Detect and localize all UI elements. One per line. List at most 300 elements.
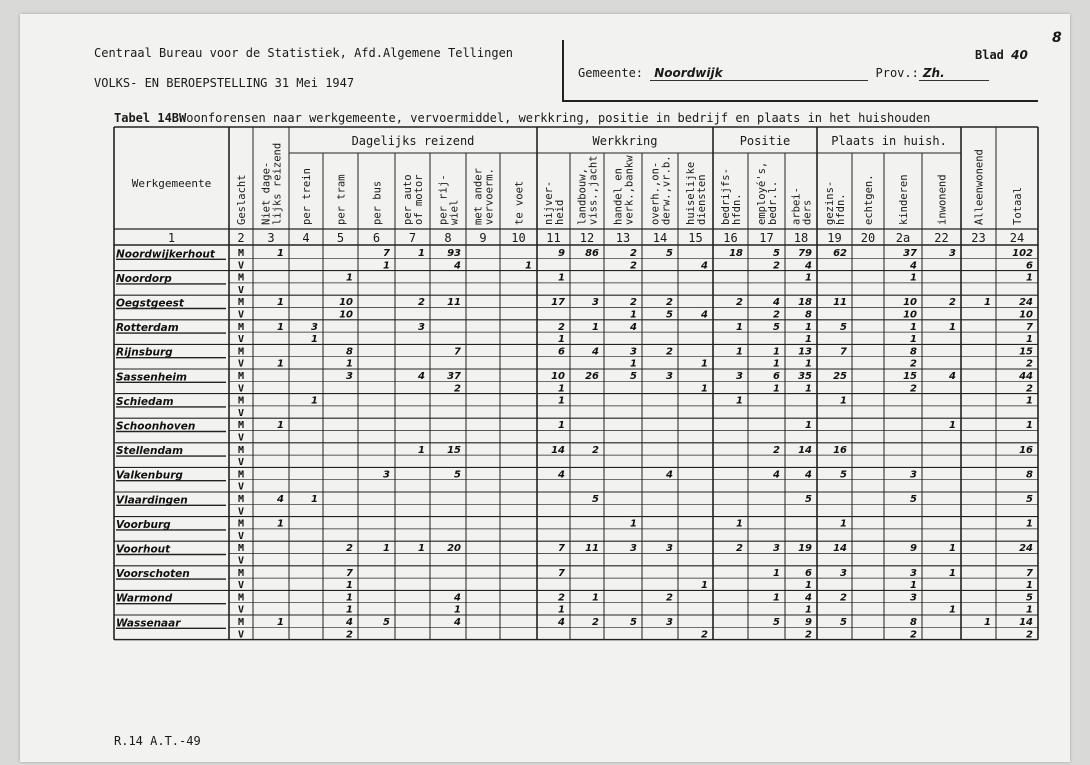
cell-value: 1 [701,383,708,395]
cell-value: 7 [1026,567,1033,579]
cell-value: 4 [346,617,353,628]
blad-label: Blad [975,48,1004,62]
cell-value: 1 [805,604,812,616]
cell-value: 1 [558,420,565,432]
cell-value: 1 [418,444,425,456]
cell-value: 1 [773,567,780,579]
cell-value: 2 [666,346,673,358]
cell-value: 5 [630,617,637,628]
sex-label-v: V [237,555,245,567]
column-label: te voet [513,180,526,225]
sex-label-m: M [237,469,245,481]
cell-value: 3 [592,297,599,309]
column-label: of motor [413,174,425,225]
cell-value: 1 [949,420,956,432]
cell-value: 1 [805,383,812,395]
cell-value: 18 [798,297,812,309]
column-number: 8 [444,231,452,245]
cell-value: 1 [454,604,461,616]
table-title-text: oonforensen naar werkgemeente, vervoermiddel, werkkring, positie in bedrijf en plaats in het huishouden [186,111,931,125]
column-number: 22 [934,231,949,245]
column-label: hfdn. [731,193,743,225]
cell-value: 4 [666,469,673,481]
column-label: per rij- [437,174,450,225]
cell-value: 86 [585,248,599,259]
column-label: Totaal [1012,187,1024,225]
blad-number: 40 [1011,48,1028,62]
cell-value: 2 [773,309,780,321]
place-name: Oegstgeest [116,297,184,310]
sex-label-m: M [237,371,245,382]
sex-label-v: V [237,629,245,641]
cell-value: 20 [447,543,461,555]
cell-value: 1 [277,420,284,432]
column-label: ders [801,199,814,225]
cell-value: 3 [630,543,637,555]
cell-value: 8 [910,617,917,628]
cell-value: 1 [736,395,743,407]
column-number: 20 [860,231,876,245]
column-number: 15 [688,231,703,245]
cell-value: 1 [630,358,637,370]
cell-value: 5 [630,371,637,382]
cell-value: 5 [840,321,847,333]
cell-value: 2 [910,358,917,370]
sex-label-v: V [237,481,245,493]
cell-value: 3 [311,321,318,333]
cell-value: 1 [418,543,425,555]
cell-value: 2 [910,629,917,641]
place-name: Valkenburg [116,469,183,482]
cell-value: 1 [383,543,390,555]
cell-value: 5 [1026,592,1033,604]
column-label: wiel [448,199,461,225]
cell-value: 4 [773,469,780,481]
cell-value: 1 [736,346,743,358]
column-number: 23 [971,231,986,245]
cell-value: 1 [910,334,917,346]
group-header: Dagelijks reizend [351,134,475,148]
cell-value: 10 [339,309,353,321]
cell-value: 1 [1026,395,1033,407]
cell-value: 1 [592,321,599,333]
column-number: 2a [895,231,911,245]
column-label: Werkgemeente [131,177,212,190]
cell-value: 9 [910,543,917,555]
sex-label-m: M [237,346,245,358]
cell-value: 7 [558,567,565,579]
cell-value: 3 [666,617,673,628]
cell-value: 4 [592,346,599,358]
cell-value: 44 [1019,371,1033,382]
cell-value: 15 [903,371,917,382]
cell-value: 25 [833,371,847,382]
cell-value: 2 [592,617,599,628]
place-name: Noordwijkerhout [116,248,215,261]
sex-label-v: V [237,284,245,296]
cell-value: 11 [585,543,599,555]
cell-value: 5 [454,469,461,481]
cell-value: 2 [773,444,780,456]
cell-value: 2 [840,592,847,604]
cell-value: 1 [630,518,637,530]
cell-value: 2 [773,260,780,272]
cell-value: 1 [277,248,284,259]
form-footer-code: R.14 A.T.-49 [114,734,201,748]
cell-value: 2 [346,629,353,641]
sex-label-v: V [237,407,245,419]
cell-value: 1 [805,272,812,284]
cell-value: 5 [666,248,673,259]
place-name: Voorschoten [116,568,190,581]
group-header: Positie [739,134,791,148]
sex-label-m: M [237,543,245,555]
cell-value: 5 [666,309,673,321]
cell-value: 10 [339,297,353,309]
cell-value: 1 [630,309,637,321]
column-label: bedr.l. [767,180,779,225]
cell-value: 2 [1026,629,1033,641]
cell-value: 2 [346,543,353,555]
column-label: Niet dage- [260,161,273,225]
cell-value: 3 [418,321,425,333]
cell-value: 5 [383,617,390,628]
cell-value: 1 [949,567,956,579]
cell-value: 19 [798,543,812,555]
sex-label-m: M [237,444,245,456]
cell-value: 4 [805,469,812,481]
cell-value: 5 [1026,494,1033,505]
cell-value: 2 [630,297,637,309]
cell-value: 1 [840,518,847,530]
cell-value: 3 [666,543,673,555]
gemeente-value: Noordwijk [654,66,723,80]
cell-value: 6 [1026,260,1033,272]
sex-label-m: M [237,494,245,505]
sex-label-v: V [237,383,245,395]
column-number: 16 [723,231,738,245]
cell-value: 1 [346,580,353,592]
place-name: Warmond [116,592,173,605]
cell-value: 4 [454,592,461,604]
cell-value: 1 [1026,518,1033,530]
cell-value: 24 [1019,297,1033,309]
cell-value: 1 [910,272,917,284]
cell-value: 79 [798,248,812,259]
cell-value: 1 [984,297,991,309]
cell-value: 6 [805,567,812,579]
cell-value: 5 [840,469,847,481]
cell-value: 2 [630,260,637,272]
column-number: 13 [615,231,631,245]
cell-value: 37 [447,371,461,382]
cell-value: 1 [558,604,565,616]
cell-value: 1 [773,358,780,370]
cell-value: 10 [903,297,917,309]
cell-value: 6 [773,371,780,382]
column-label: gezins- [824,180,836,225]
column-label: vervoerm. [483,168,496,225]
cell-value: 3 [773,543,780,555]
cell-value: 1 [910,580,917,592]
cell-value: 7 [454,346,461,358]
cell-value: 1 [525,260,532,272]
cell-value: 1 [984,617,991,628]
cell-value: 1 [701,358,708,370]
cell-value: 1 [949,543,956,555]
column-number: 4 [302,231,310,245]
cell-value: 10 [903,309,917,321]
cell-value: 1 [346,358,353,370]
cell-value: 1 [773,592,780,604]
column-label: arbei- [790,187,803,225]
column-number: 18 [793,231,809,245]
column-label: Geslacht [236,174,248,225]
cell-value: 1 [805,321,812,333]
cell-value: 6 [558,346,565,358]
sex-label-m: M [237,248,245,259]
column-number: 17 [759,231,774,245]
cell-value: 37 [903,248,917,259]
cell-value: 18 [729,248,743,259]
cell-value: 1 [736,518,743,530]
cell-value: 2 [736,297,743,309]
sex-label-m: M [237,420,245,432]
cell-value: 2 [949,297,956,309]
column-label: landbouw, [576,168,589,225]
cell-value: 3 [910,592,917,604]
cell-value: 1 [346,592,353,604]
cell-value: 1 [949,604,956,616]
cell-value: 62 [833,248,847,259]
cell-value: 8 [346,346,353,358]
column-label: verk.,bankw [623,155,636,225]
cell-value: 5 [910,494,917,505]
cell-value: 2 [666,592,673,604]
sex-label-m: M [237,567,245,579]
cell-value: 1 [805,420,812,432]
cell-value: 4 [630,321,637,333]
cell-value: 8 [1026,469,1033,481]
cell-value: 93 [447,248,461,259]
sex-label-m: M [237,321,245,333]
column-number: 24 [1009,231,1025,245]
column-number: 3 [267,231,275,245]
bureau-title: Centraal Bureau voor de Statistiek, Afd.Algemene Tellingen [94,46,514,60]
cell-value: 3 [346,371,353,382]
cell-value: 2 [736,543,743,555]
cell-value: 3 [949,248,956,259]
column-number: 7 [408,231,417,245]
column-number: 11 [546,231,561,245]
column-label: lijks reizend [271,142,284,225]
cell-value: 16 [1019,444,1033,456]
group-header: Werkkring [592,134,658,148]
sex-label-m: M [237,395,245,407]
sex-label-v: V [237,580,245,592]
cell-value: 1 [805,334,812,346]
cell-value: 13 [798,346,812,358]
cell-value: 1 [277,518,284,530]
cell-value: 5 [805,494,812,505]
cell-value: 4 [805,592,812,604]
column-number: 6 [372,231,381,245]
column-label: bedrijfs- [720,168,732,225]
cell-value: 17 [551,297,565,309]
column-label: viss.,jacht [587,155,600,225]
cell-value: 1 [277,321,284,333]
cell-value: 1 [277,617,284,628]
place-name: Rijnsburg [116,346,173,359]
cell-value: 4 [558,617,565,628]
column-number: 19 [827,231,842,245]
cell-value: 3 [736,371,743,382]
cell-value: 9 [558,248,565,259]
column-label: met ander [472,168,485,225]
column-label: diensten [696,174,708,225]
cell-value: 26 [585,371,599,382]
cell-value: 2 [592,444,599,456]
cell-value: 4 [454,617,461,628]
column-number: 5 [336,231,345,245]
cell-value: 3 [666,371,673,382]
cell-value: 1 [558,272,565,284]
place-name: Voorhout [116,543,171,556]
group-header: Plaats in huish. [831,134,947,148]
cell-value: 3 [910,469,917,481]
cell-value: 1 [311,334,318,346]
place-name: Schoonhoven [116,420,196,433]
cell-value: 5 [773,248,780,259]
cell-value: 1 [949,321,956,333]
sex-label-v: V [237,457,245,469]
column-label: hfdn. [835,193,847,225]
cell-value: 3 [383,469,390,481]
cell-value: 4 [701,260,708,272]
column-number: 9 [479,231,487,245]
corner-page-mark: 8 [1052,30,1062,46]
sex-label-v: V [237,334,245,346]
column-label: kinderen [898,174,910,225]
sex-label-v: V [237,309,245,321]
cell-value: 1 [701,580,708,592]
cell-value: 2 [418,297,425,309]
cell-value: 1 [277,297,284,309]
column-number: 12 [579,231,595,245]
column-label: per tram [335,174,348,225]
column-label: derw.,vr.b. [660,155,673,225]
sex-label-v: V [237,530,245,542]
cell-value: 1 [805,580,812,592]
census-title: VOLKS- EN BEROEPSTELLING 31 Mei 1947 [94,76,355,90]
cell-value: 2 [630,248,637,259]
column-label: per auto [402,174,414,225]
cell-value: 2 [1026,383,1033,395]
sex-label-v: V [237,260,245,272]
cell-value: 15 [447,444,461,456]
column-number: 2 [237,231,245,245]
sex-label-m: M [237,297,245,309]
cell-value: 1 [277,358,284,370]
sex-label-v: V [237,432,245,444]
cell-value: 10 [551,371,565,382]
sex-label-v: V [237,506,245,518]
cell-value: 4 [773,297,780,309]
place-name: Schiedam [116,395,174,408]
cell-value: 1 [592,592,599,604]
cell-value: 4 [277,494,284,505]
cell-value: 8 [910,346,917,358]
cell-value: 3 [840,567,847,579]
cell-value: 15 [1019,346,1033,358]
cell-value: 14 [798,444,812,456]
prov-label: Prov.: [875,66,919,80]
cell-value: 5 [773,321,780,333]
column-label: handel en [612,168,625,225]
cell-value: 1 [1026,604,1033,616]
sex-label-m: M [237,617,245,628]
cell-value: 14 [1019,617,1033,628]
cell-value: 5 [592,494,599,505]
cell-value: 2 [805,629,812,641]
cell-value: 4 [701,309,708,321]
cell-value: 1 [383,260,390,272]
sex-label-v: V [237,358,245,370]
cell-value: 35 [798,371,812,382]
cell-value: 2 [558,592,565,604]
sex-label-m: M [237,592,245,604]
gemeente-label: Gemeente: [578,66,644,80]
cell-value: 24 [1019,543,1033,555]
cell-value: 2 [666,297,673,309]
cell-value: 5 [773,617,780,628]
cell-value: 2 [1026,358,1033,370]
cell-value: 7 [558,543,565,555]
column-label: heid [554,199,566,225]
prov-value: Zh. [922,66,945,80]
cell-value: 7 [840,346,847,358]
cell-value: 4 [910,260,917,272]
cell-value: 10 [1019,309,1033,321]
cell-value: 1 [805,358,812,370]
table-title-prefix: Tabel 14BW [114,111,187,125]
column-number: 14 [652,231,668,245]
place-name: Sassenheim [116,371,187,384]
cell-value: 14 [551,444,565,456]
cell-value: 8 [805,309,812,321]
column-label: nijver- [543,180,555,225]
cell-value: 14 [833,543,847,555]
cell-value: 1 [311,395,318,407]
cell-value: 7 [1026,321,1033,333]
cell-value: 1 [558,334,565,346]
cell-value: 1 [311,494,318,505]
cell-value: 102 [1012,248,1033,259]
cell-value: 1 [1026,272,1033,284]
sex-label-m: M [237,272,245,284]
cell-value: 1 [910,321,917,333]
cell-value: 1 [558,383,565,395]
column-number: 10 [511,231,526,245]
place-name: Wassenaar [116,617,181,630]
cell-value: 4 [949,371,956,382]
cell-value: 1 [418,248,425,259]
cell-value: 1 [773,383,780,395]
column-number: 1 [167,231,176,245]
cell-value: 2 [910,383,917,395]
cell-value: 1 [558,395,565,407]
cell-value: 4 [418,371,425,382]
